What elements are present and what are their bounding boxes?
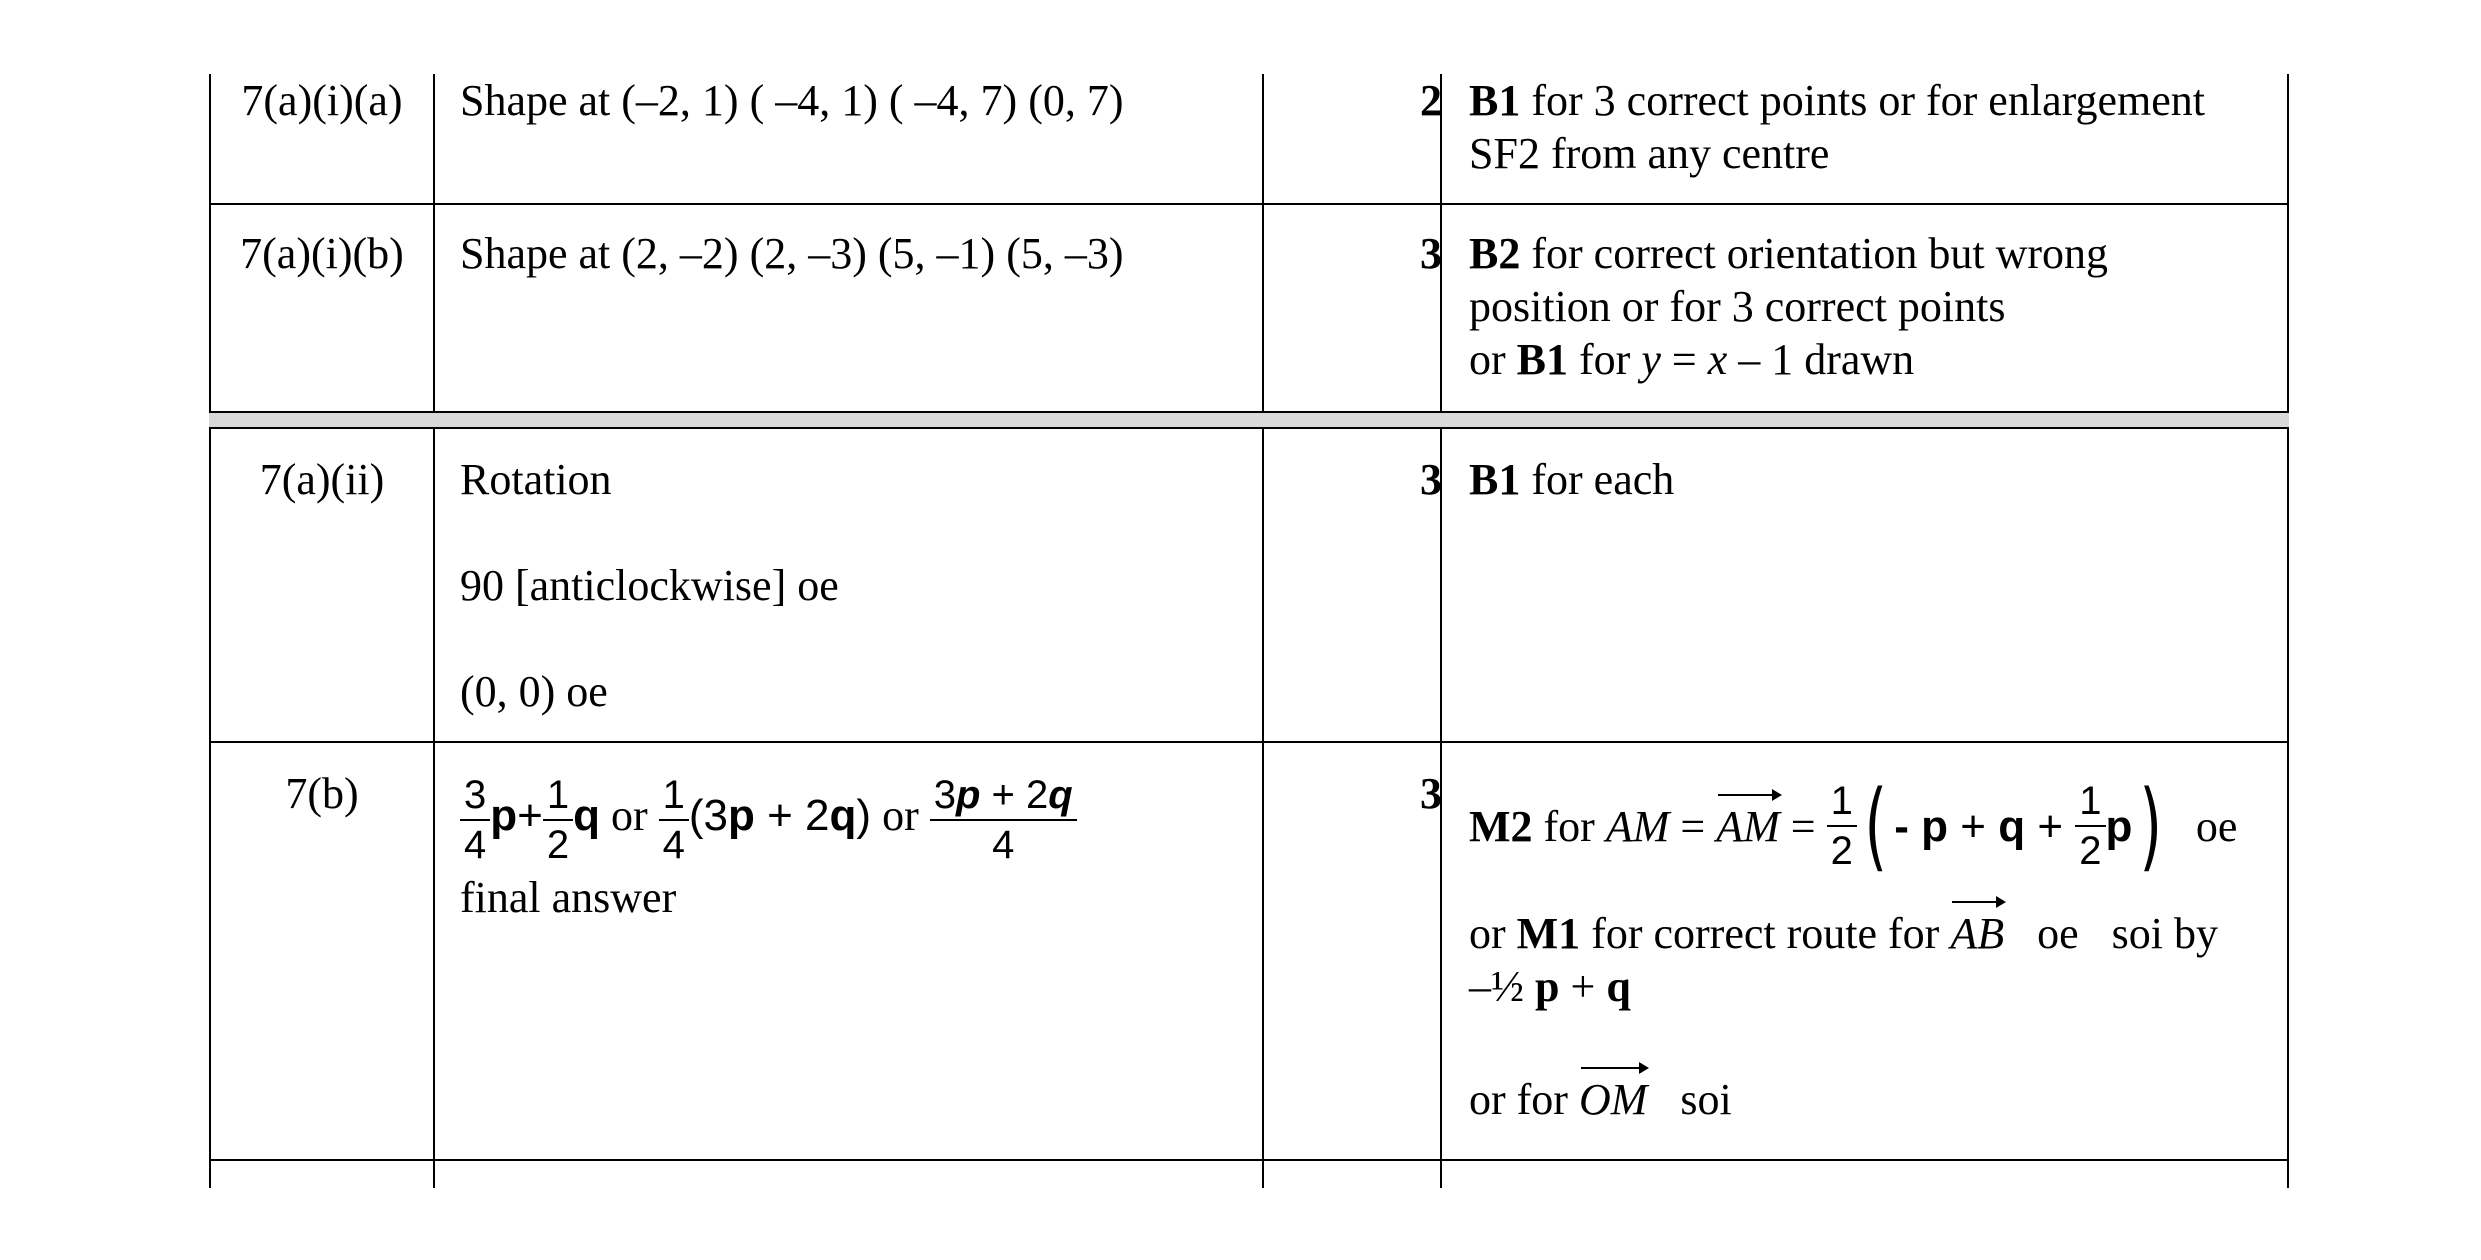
vector-p: p bbox=[728, 791, 755, 841]
numerator-coefficient: 3 bbox=[933, 773, 956, 817]
mark-value: 3 bbox=[1420, 229, 1442, 278]
mark-cell bbox=[1280, 74, 1442, 127]
notes-text: or for bbox=[1469, 1075, 1579, 1124]
question-label: 7(a)(i)(b) bbox=[240, 229, 404, 278]
section-band bbox=[209, 413, 2289, 427]
fraction-denominator: 2 bbox=[2075, 825, 2105, 871]
row-divider-1 bbox=[209, 203, 2289, 205]
notes-line bbox=[1469, 227, 2279, 280]
vector-ab: AB bbox=[1950, 909, 2005, 958]
fraction-numerator: 1 bbox=[1830, 779, 1853, 823]
fraction-numerator: 3 bbox=[464, 773, 487, 817]
notes-cell bbox=[1469, 227, 2279, 386]
mark-code: B2 bbox=[1469, 229, 1521, 278]
close-paren-icon: ) bbox=[2139, 770, 2163, 882]
question-label: 7(a)(i)(a) bbox=[241, 76, 403, 125]
notes-cell bbox=[1469, 453, 2279, 506]
notes-text: for correct orientation but wrong bbox=[1520, 229, 2109, 278]
or-text: or bbox=[871, 791, 930, 841]
or-text: or bbox=[599, 791, 659, 841]
fraction bbox=[659, 775, 689, 865]
open-paren-icon: ( bbox=[1864, 770, 1887, 882]
paren-close: ) bbox=[856, 791, 872, 841]
notes-line: position or for 3 correct points bbox=[1469, 282, 2006, 331]
variable-y: y bbox=[1641, 335, 1661, 384]
segment-am: AM bbox=[1605, 801, 1670, 851]
fraction-denominator: 4 bbox=[930, 819, 1077, 865]
answer-line: Rotation bbox=[460, 455, 612, 504]
variable-x: x bbox=[1707, 335, 1728, 384]
mark-code: B1 bbox=[1516, 335, 1569, 384]
vector-om: OM bbox=[1578, 1075, 1648, 1124]
notes-line bbox=[1469, 907, 2279, 960]
row-divider-3 bbox=[209, 741, 2289, 743]
fraction bbox=[460, 775, 490, 865]
fraction-numerator: 1 bbox=[2079, 779, 2102, 823]
notes-cell bbox=[1469, 74, 2279, 180]
mark-value: 3 bbox=[1420, 769, 1442, 818]
answer-cell bbox=[460, 74, 1260, 127]
question-number bbox=[211, 767, 433, 820]
vector-q: q bbox=[1606, 962, 1631, 1011]
plus-sign: + 2 bbox=[980, 773, 1049, 817]
paren-expression: (3 bbox=[688, 791, 729, 841]
notes-line bbox=[1469, 1073, 2279, 1126]
row-divider-4 bbox=[209, 1159, 2289, 1161]
fraction-numerator: 1 bbox=[662, 773, 685, 817]
question-number bbox=[211, 74, 433, 127]
fraction-denominator: 4 bbox=[659, 819, 689, 865]
vector-p: p bbox=[955, 773, 981, 817]
fraction bbox=[543, 775, 573, 865]
vector-p: p bbox=[1535, 962, 1560, 1011]
notes-cell bbox=[1469, 770, 2279, 1126]
vector-p: p bbox=[2105, 801, 2133, 851]
mark-code: M2 bbox=[1469, 801, 1533, 851]
mark-code: B1 bbox=[1469, 76, 1521, 125]
mark-cell bbox=[1280, 227, 1442, 280]
question-label: 7(a)(ii) bbox=[259, 455, 385, 504]
notes-text: oe soi by bbox=[2004, 909, 2218, 958]
fraction bbox=[930, 775, 1077, 865]
notes-text: for bbox=[1532, 801, 1606, 851]
vector-q: q bbox=[829, 791, 857, 841]
notes-text: for 3 correct points or for enlargement bbox=[1520, 76, 2205, 125]
answer-expression bbox=[460, 775, 1260, 865]
notes-line bbox=[1469, 960, 2279, 1013]
fraction-numerator bbox=[930, 775, 1077, 815]
table-divider-answer bbox=[1262, 74, 1264, 1188]
plus-sign: + bbox=[1948, 801, 1999, 851]
mark-value: 3 bbox=[1420, 455, 1442, 504]
question-number bbox=[211, 227, 433, 280]
notes-text: for each bbox=[1520, 455, 1675, 504]
answer-line: (0, 0) oe bbox=[460, 667, 608, 716]
fraction-denominator: 2 bbox=[1827, 825, 1857, 871]
notes-line bbox=[1469, 453, 2279, 506]
notes-text: or bbox=[1469, 909, 1517, 958]
question-label: 7(b) bbox=[285, 769, 359, 818]
fraction bbox=[2075, 781, 2105, 871]
notes-text: or bbox=[1469, 335, 1517, 384]
notes-line bbox=[1469, 333, 2279, 386]
answer-cell bbox=[460, 775, 1260, 924]
fraction bbox=[1827, 781, 1857, 871]
notes-text: –½ bbox=[1469, 962, 1535, 1011]
vector-q: q bbox=[1048, 773, 1073, 817]
answer-line: 90 [anticlockwise] oe bbox=[460, 561, 839, 610]
fraction-numerator: 1 bbox=[546, 773, 570, 817]
notes-text: for correct route for bbox=[1580, 909, 1951, 958]
equals-sign: = bbox=[1660, 335, 1708, 384]
mark-value: 2 bbox=[1420, 76, 1442, 125]
mark-cell bbox=[1280, 453, 1442, 506]
table-border-right bbox=[2287, 74, 2289, 1188]
minus-sign: - bbox=[1894, 801, 1922, 851]
plus-sign: + 2 bbox=[754, 791, 830, 841]
plus-sign: + bbox=[2025, 801, 2076, 851]
notes-text: – 1 drawn bbox=[1727, 335, 1915, 384]
answer-text: Shape at (2, –2) (2, –3) (5, –1) (5, –3) bbox=[460, 229, 1124, 278]
vector-q: q bbox=[1998, 801, 2026, 851]
notes-text: soi bbox=[1647, 1075, 1732, 1124]
vector-p: p bbox=[1921, 801, 1949, 851]
notes-line: SF2 from any centre bbox=[1469, 129, 1830, 178]
answer-cell bbox=[460, 453, 1260, 718]
mark-code: M1 bbox=[1516, 909, 1581, 958]
notes-text: for bbox=[1568, 335, 1642, 384]
answer-cell bbox=[460, 227, 1260, 280]
plus-sign: + bbox=[1559, 962, 1607, 1011]
fraction-denominator: 2 bbox=[543, 819, 573, 865]
notes-line bbox=[1469, 770, 2279, 882]
mark-cell bbox=[1280, 767, 1442, 820]
answer-text: Shape at (–2, 1) ( –4, 1) ( –4, 7) (0, 7) bbox=[460, 76, 1124, 125]
vector-am: AM bbox=[1716, 801, 1780, 851]
table-divider-question bbox=[433, 74, 435, 1188]
equals-sign: = bbox=[1669, 801, 1717, 851]
mark-code: B1 bbox=[1469, 455, 1521, 504]
notes-line bbox=[1469, 74, 2279, 127]
vector-p: p bbox=[490, 791, 518, 841]
band-bottom bbox=[209, 427, 2289, 429]
plus-sign: + bbox=[517, 791, 543, 841]
oe-text: oe bbox=[2195, 801, 2238, 851]
equals-sign: = bbox=[1779, 801, 1827, 851]
question-number bbox=[211, 453, 433, 506]
fraction-denominator: 4 bbox=[460, 819, 490, 865]
answer-line: final answer bbox=[460, 873, 677, 922]
vector-q: q bbox=[573, 791, 600, 841]
